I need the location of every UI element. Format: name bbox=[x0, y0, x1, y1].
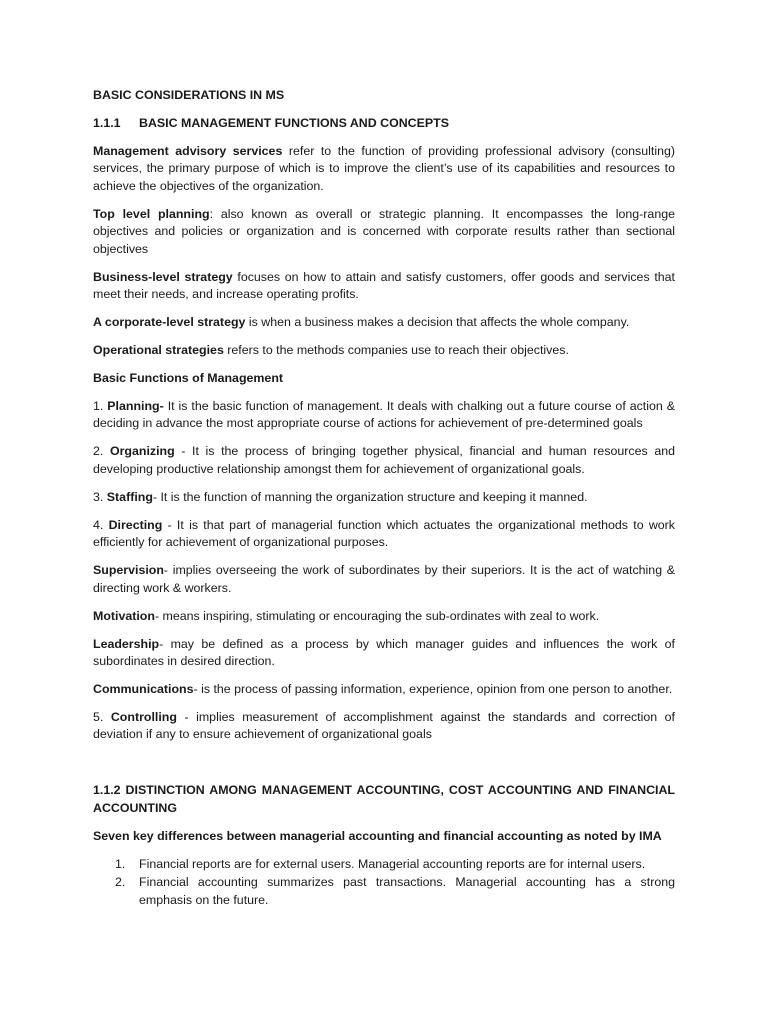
function-communications bbox=[93, 681, 675, 698]
definition-management-advisory bbox=[93, 143, 675, 195]
key-differences-heading: Seven key differences between managerial accounting and financial accounting as noted by IMA bbox=[93, 828, 662, 843]
function-term: Communications bbox=[93, 682, 194, 697]
section-heading-1-1-2: 1.1.2 DISTINCTION AMONG MANAGEMENT ACCOUNTING, COST ACCOUNTING AND FINANCIAL ACCOUNTING bbox=[93, 783, 675, 815]
function-prefix: 3. bbox=[93, 489, 107, 504]
definition-business-level-strategy bbox=[93, 269, 675, 304]
definition-term: Business-level strategy bbox=[93, 269, 233, 284]
function-motivation bbox=[93, 608, 675, 625]
definition-top-level-planning bbox=[93, 206, 675, 258]
list-item bbox=[93, 874, 675, 909]
list-item-number: 1. bbox=[115, 856, 126, 871]
definition-term: Management advisory services bbox=[93, 144, 283, 158]
function-prefix: 1. bbox=[93, 399, 108, 414]
definition-term: Operational strategies bbox=[93, 343, 224, 358]
section-number: 1.1.1 bbox=[93, 116, 121, 130]
definition-text: refers to the methods companies use to reach their objectives. bbox=[223, 343, 569, 358]
function-term: Staffing bbox=[106, 489, 153, 504]
list-item-text: Financial accounting summarizes past transactions. Managerial accounting has a strong emphasis on the future. bbox=[139, 875, 675, 907]
function-text: - It is the function of manning the organization structure and keeping it manned. bbox=[152, 489, 588, 504]
definition-text: is when a business makes a decision that affects the whole company. bbox=[245, 315, 630, 330]
document-title: BASIC CONSIDERATIONS IN MS bbox=[93, 88, 285, 102]
definition-text: : also known as overall or strategic planning. It encompasses the long-range objectives and policies or organization and is concerned with corporate results rather than sectional objectives bbox=[93, 206, 675, 256]
function-supervision bbox=[93, 562, 675, 597]
definition-term: Top level planning bbox=[93, 206, 210, 221]
list-item bbox=[93, 856, 675, 873]
function-term: Organizing bbox=[109, 444, 175, 459]
function-planning bbox=[93, 398, 675, 433]
list-item-number: 2. bbox=[115, 875, 126, 890]
function-controlling bbox=[93, 709, 675, 744]
function-term: Planning- bbox=[107, 399, 164, 414]
definition-text: focuses on how to attain and satisfy customers, offer goods and services that meet their needs, and increase operating profits. bbox=[93, 269, 675, 302]
function-directing bbox=[93, 517, 675, 552]
functions-heading: Basic Functions of Management bbox=[93, 371, 284, 386]
function-term: Motivation bbox=[93, 608, 155, 623]
function-prefix: 4. bbox=[93, 517, 109, 532]
function-text: - It is the process of bringing together physical, financial and human resources and developing productive relationship amongst them for achievement of organizational goals. bbox=[93, 444, 675, 476]
function-organizing bbox=[93, 443, 675, 478]
function-text: - means inspiring, stimulating or encouraging the sub-ordinates with zeal to work. bbox=[154, 608, 600, 623]
function-prefix: 2. bbox=[93, 444, 110, 459]
function-staffing bbox=[93, 489, 675, 506]
definition-term: A corporate-level strategy bbox=[93, 315, 246, 330]
section-heading-1-1-1 bbox=[93, 115, 675, 132]
list-item-text: Financial reports are for external users. Managerial accounting reports are for internal users. bbox=[139, 856, 646, 871]
function-term: Controlling bbox=[110, 710, 177, 725]
function-leadership bbox=[93, 636, 675, 671]
definition-corporate-level-strategy bbox=[93, 314, 675, 331]
function-text: - is the process of passing information, experience, opinion from one person to another. bbox=[193, 682, 673, 697]
key-differences-list bbox=[93, 856, 675, 909]
function-text: - may be defined as a process by which manager guides and influences the work of subordinates in desired direction. bbox=[93, 636, 675, 669]
function-prefix: 5. bbox=[93, 710, 111, 725]
function-term: Supervision bbox=[93, 563, 164, 578]
section-spacer bbox=[93, 754, 675, 782]
definition-operational-strategies bbox=[93, 342, 675, 359]
function-text: It is the basic function of management. It deals with chalking out a future course of action & deciding in advance the most appropriate course of actions for achievement of pre-determined goals bbox=[93, 399, 675, 431]
function-text: - implies measurement of accomplishment against the standards and correction of deviation if any to ensure achievement of organizational goals bbox=[93, 710, 675, 742]
definition-text: refer to the function of providing professional advisory (consulting) services, the primary purpose of which is to improve the client’s use of its capabilities and resources to achieve the objectives of the organization. bbox=[93, 144, 675, 193]
section-title: BASIC MANAGEMENT FUNCTIONS AND CONCEPTS bbox=[139, 116, 449, 130]
function-text: - It is that part of managerial function which actuates the organizational methods to work efficiently for achievement of organizational purposes. bbox=[93, 517, 675, 550]
function-term: Leadership bbox=[93, 636, 160, 651]
function-text: - implies overseeing the work of subordinates by their superiors. It is the act of watching & directing work & workers. bbox=[93, 563, 675, 595]
document-body bbox=[93, 87, 675, 910]
function-term: Directing bbox=[108, 517, 163, 532]
